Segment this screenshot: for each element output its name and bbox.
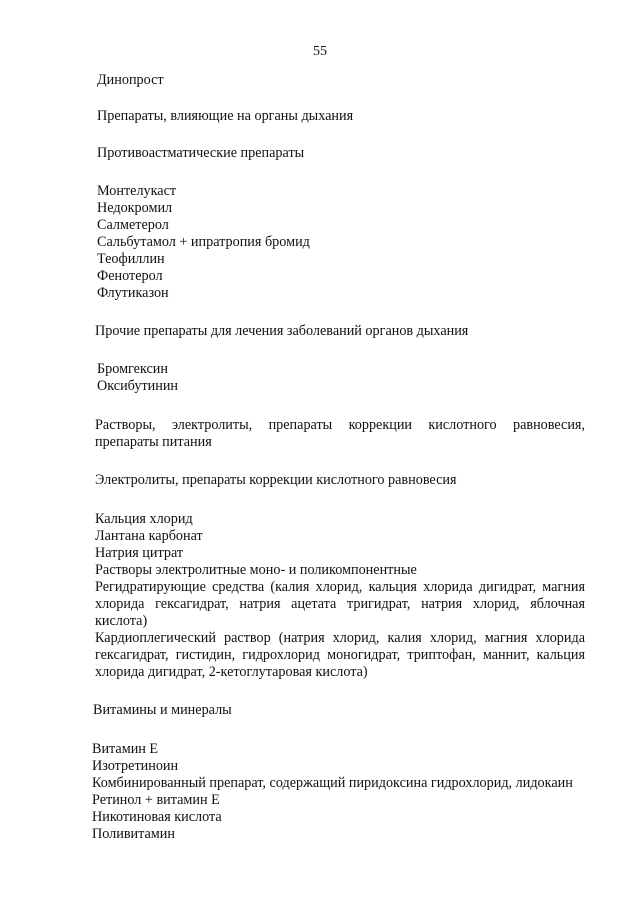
section-heading-other-respiratory: Прочие препараты для лечения заболеваний органов дыхания (95, 323, 469, 339)
list-item: Натрия цитрат (95, 545, 184, 561)
list-item: Бромгексин (97, 361, 168, 377)
list-item: Растворы электролитные моно- и поликомпонентные (95, 562, 417, 578)
document-body (92, 72, 585, 843)
electrolytes-list (95, 511, 585, 681)
list-item: Недокромил (97, 200, 173, 216)
section-heading-electrolytes: Электролиты, препараты коррекции кислотного равновесия (95, 472, 457, 488)
list-item: Поливитамин (92, 826, 175, 842)
list-item: Оксибутинин (97, 378, 179, 394)
list-item-combined: Комбинированный препарат, содержащий пиридоксина гидрохлорид, лидокаин (92, 775, 573, 791)
list-item: Салметерол (97, 217, 169, 233)
list-item-cardioplegic: Кардиоплегический раствор (натрия хлорид, калия хлорид, магния хлорида гексагидрат, гистидин, гидрохлорид моногидрат, триптофан, маннит, кальция хлорида дигидрат, 2-кетоглутаровая кислота) (95, 630, 585, 680)
list-item: Лантана карбонат (95, 528, 203, 544)
antiasthma-list (97, 183, 585, 302)
item-dinoprost: Динопрост (97, 72, 164, 88)
list-item: Никотиновая кислота (92, 809, 222, 825)
list-item: Монтелукаст (97, 183, 177, 199)
other-respiratory-list (97, 361, 585, 395)
section-heading-respiratory: Препараты, влияющие на органы дыхания (97, 108, 354, 124)
list-item-rehydrating: Регидратирующие средства (калия хлорид, кальция хлорида дигидрат, магния хлорида гексагидрат, натрия ацетата тригидрат, натрия хлорид, яблочная кислота) (95, 579, 585, 629)
section-heading-vitamins: Витамины и минералы (93, 702, 232, 718)
list-item: Флутиказон (97, 285, 169, 301)
list-item: Теофиллин (97, 251, 165, 267)
list-item: Фенотерол (97, 268, 163, 284)
page-number: 55 (313, 44, 327, 59)
vitamins-list (92, 741, 585, 843)
section-heading-solutions: Растворы, электролиты, препараты коррекции кислотного равновесия, препараты питания (95, 417, 585, 450)
list-item: Сальбутамол + ипратропия бромид (97, 234, 310, 250)
list-item: Изотретиноин (92, 758, 179, 774)
list-item: Кальция хлорид (95, 511, 193, 527)
list-item: Витамин Е (92, 741, 159, 757)
list-item: Ретинол + витамин Е (92, 792, 220, 808)
section-heading-antiasthma: Противоастматические препараты (97, 145, 305, 161)
